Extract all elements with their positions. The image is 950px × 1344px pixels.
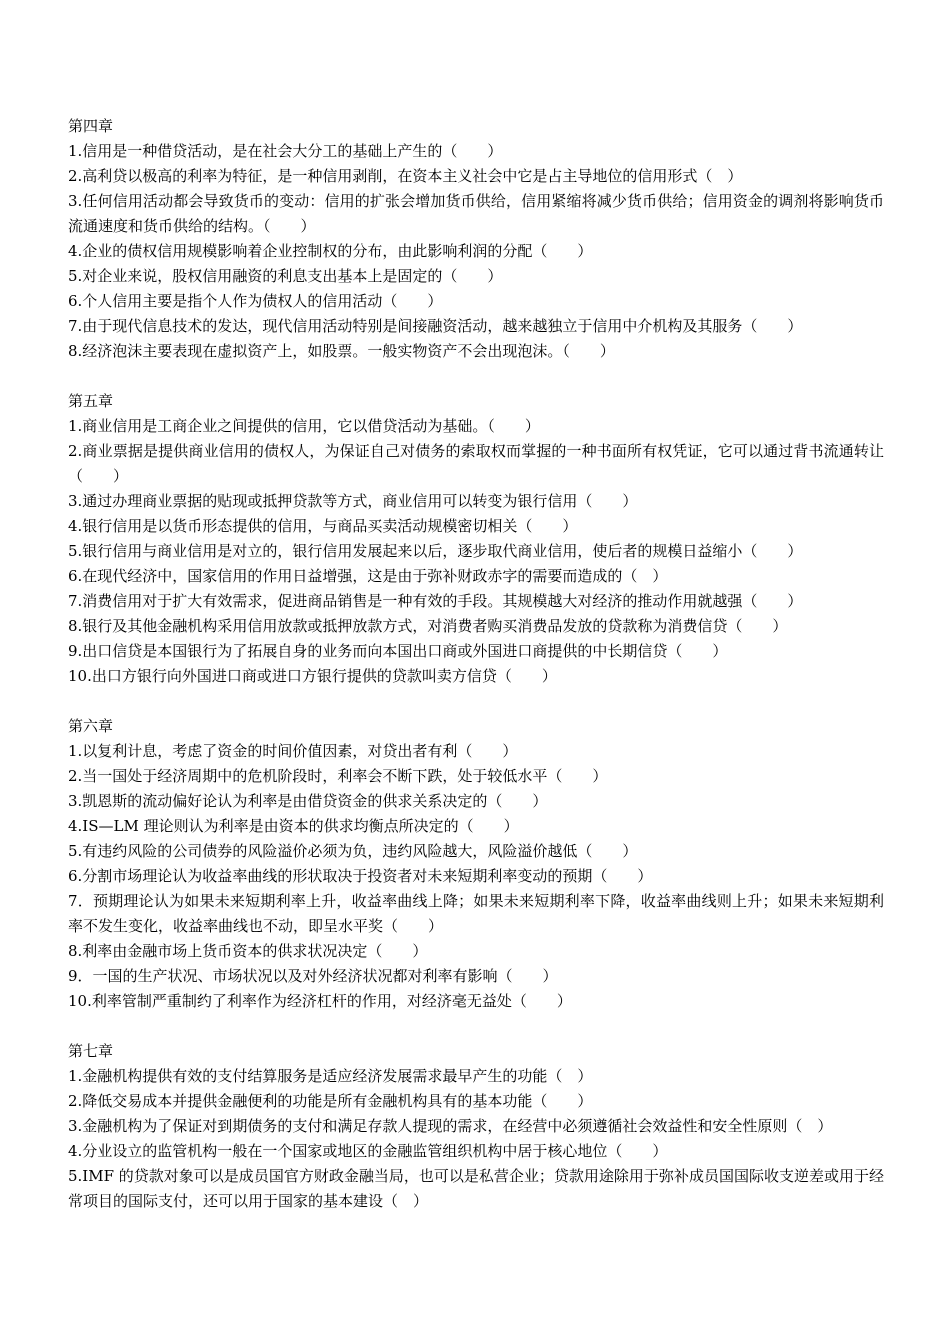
chapter-title: 第五章: [68, 392, 114, 410]
question-item: 4.企业的债权信用规模影响着企业控制权的分布，由此影响利润的分配（ ）: [68, 242, 593, 260]
question-item: 7.由于现代信息技术的发达，现代信用活动特别是间接融资活动，越来越独立于信用中介机构及其服务（ ）: [68, 317, 803, 335]
question-item: 6.在现代经济中，国家信用的作用日益增强，这是由于弥补财政赤字的需要而造成的（ ）: [68, 567, 668, 585]
question-item: 8.利率由金融市场上货币资本的供求状况决定（ ）: [68, 942, 428, 960]
question-item: 10.出口方银行向外国进口商或进口方银行提供的贷款叫卖方信贷（ ）: [68, 667, 557, 685]
question-item: 1.商业信用是工商企业之间提供的信用，它以借贷活动为基础。（ ）: [68, 417, 540, 435]
question-item: 2.商业票据是提供商业信用的债权人，为保证自己对债务的索取权而掌握的一种书面所有权凭证，它可以通过背书流通转让（ ）: [68, 442, 884, 485]
question-item: 5.IMF 的贷款对象可以是成员国官方财政金融当局，也可以是私营企业；贷款用途除用于弥补成员国国际收支逆差或用于经常项目的国际支付，还可以用于国家的基本建设（ ）: [68, 1167, 884, 1210]
chapter-7: [68, 1039, 884, 1214]
question-item: 8.银行及其他金融机构采用信用放款或抵押放款方式，对消费者购买消费品发放的贷款称为消费信贷（ ）: [68, 617, 788, 635]
question-item: 4.分业设立的监管机构一般在一个国家或地区的金融监管组织机构中居于核心地位（ ）: [68, 1142, 668, 1160]
chapter-title: 第四章: [68, 117, 114, 135]
document-body: [68, 114, 884, 1239]
chapter-5: [68, 389, 884, 689]
chapter-title: 第七章: [68, 1042, 114, 1060]
question-item: 6.分割市场理论认为收益率曲线的形状取决于投资者对未来短期利率变动的预期（ ）: [68, 867, 653, 885]
question-item: 8.经济泡沫主要表现在虚拟资产上，如股票。一般实物资产不会出现泡沫。（ ）: [68, 342, 615, 360]
question-item: 4.IS—LM 理论则认为利率是由资本的供求均衡点所决定的（ ）: [68, 817, 519, 835]
question-item: 2.当一国处于经济周期中的危机阶段时，利率会不断下跌，处于较低水平（ ）: [68, 767, 608, 785]
question-item: 7．预期理论认为如果未来短期利率上升，收益率曲线上降；如果未来短期利率下降，收益率曲线则上升；如果未来短期利率不发生变化，收益率曲线也不动，即呈水平奖（ ）: [68, 892, 884, 935]
question-item: 6.个人信用主要是指个人作为债权人的信用活动（ ）: [68, 292, 443, 310]
question-item: 4.银行信用是以货币形态提供的信用，与商品买卖活动规模密切相关（ ）: [68, 517, 578, 535]
question-item: 9.出口信贷是本国银行为了拓展自身的业务而向本国出口商或外国进口商提供的中长期信贷（ ）: [68, 642, 728, 660]
question-item: 1.以复利计息，考虑了资金的时间价值因素，对贷出者有利（ ）: [68, 742, 518, 760]
question-item: 3.金融机构为了保证对到期债务的支付和满足存款人提现的需求，在经营中必须遵循社会效益性和安全性原则（ ）: [68, 1117, 833, 1135]
question-item: 5.有违约风险的公司债券的风险溢价必须为负，违约风险越大，风险溢价越低（ ）: [68, 842, 638, 860]
chapter-4: [68, 114, 884, 364]
question-item: 3.通过办理商业票据的贴现或抵押贷款等方式，商业信用可以转变为银行信用（ ）: [68, 492, 638, 510]
question-item: 7.消费信用对于扩大有效需求，促进商品销售是一种有效的手段。其规模越大对经济的推动作用就越强（ ）: [68, 592, 803, 610]
chapter-title: 第六章: [68, 717, 114, 735]
question-item: 9．一国的生产状况、市场状况以及对外经济状况都对利率有影响（ ）: [68, 967, 558, 985]
question-item: 10.利率管制严重制约了利率作为经济杠杆的作用，对经济毫无益处（ ）: [68, 992, 572, 1010]
question-item: 5.银行信用与商业信用是对立的，银行信用发展起来以后，逐步取代商业信用，使后者的规模日益缩小（ ）: [68, 542, 803, 560]
chapter-6: [68, 714, 884, 1014]
question-item: 1.信用是一种借贷活动，是在社会大分工的基础上产生的（ ）: [68, 142, 503, 160]
question-item: 3.凯恩斯的流动偏好论认为利率是由借贷资金的供求关系决定的（ ）: [68, 792, 548, 810]
question-item: 2.降低交易成本并提供金融便利的功能是所有金融机构具有的基本功能（ ）: [68, 1092, 593, 1110]
question-item: 3.任何信用活动都会导致货币的变动：信用的扩张会增加货币供给，信用紧缩将减少货币供给；信用资金的调剂将影响货币流通速度和货币供给的结构。（ ）: [68, 192, 884, 235]
question-item: 1.金融机构提供有效的支付结算服务是适应经济发展需求最早产生的功能（ ）: [68, 1067, 593, 1085]
question-item: 2.高利贷以极高的利率为特征，是一种信用剥削，在资本主义社会中它是占主导地位的信用形式（ ）: [68, 167, 743, 185]
question-item: 5.对企业来说，股权信用融资的利息支出基本上是固定的（ ）: [68, 267, 503, 285]
